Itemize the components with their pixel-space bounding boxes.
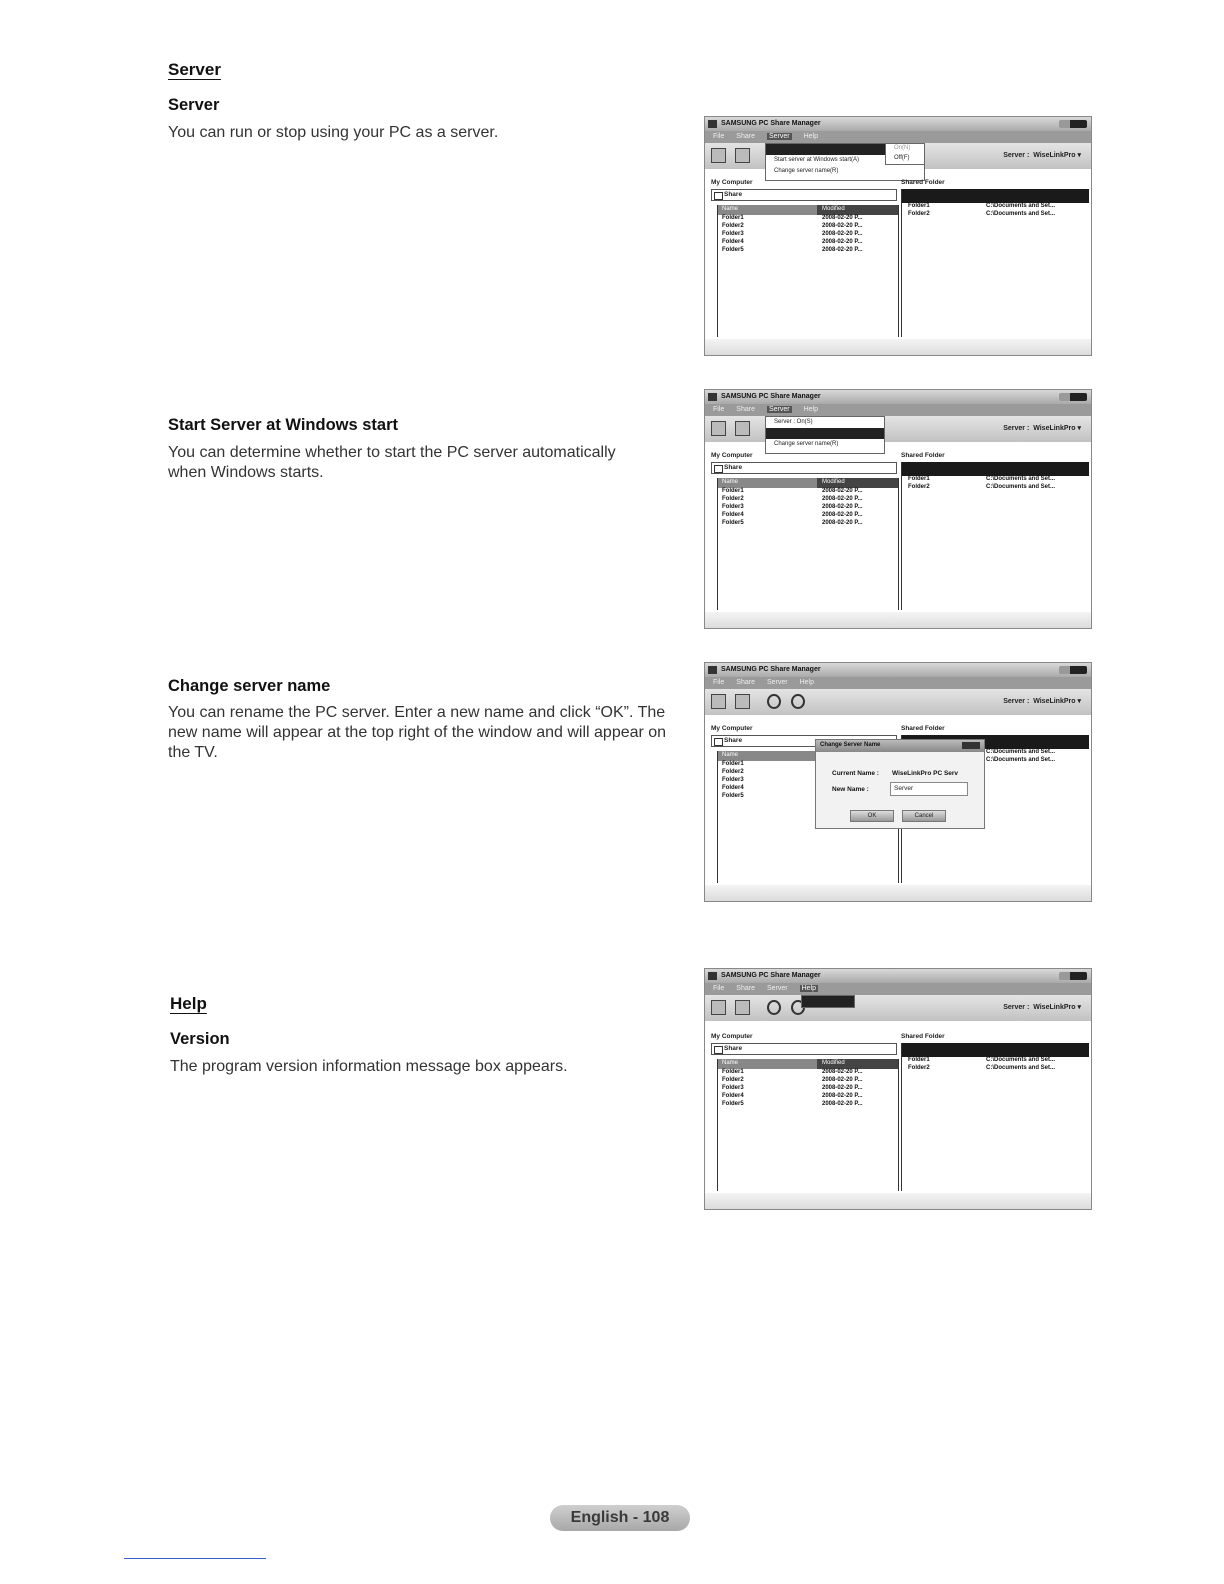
shared-item[interactable]: Folder1 C:\Documents and Set... [908, 1057, 1056, 1063]
add-share-icon[interactable] [711, 1000, 726, 1015]
app-logo-icon [708, 120, 717, 128]
menu-bar [705, 131, 1091, 143]
subheading-change-name: Change server name [168, 677, 331, 695]
server-icon[interactable] [791, 694, 805, 709]
shared-item[interactable]: Folder2 C:\Documents and Set... [908, 1065, 1056, 1071]
menu-item-off[interactable]: Off(F) [894, 155, 910, 161]
window-controls-icon[interactable] [1059, 120, 1087, 128]
menu-server[interactable]: Server [768, 133, 790, 140]
server-status: Server : WiseLinkPro ▾ [1003, 698, 1081, 705]
list-item[interactable]: Folder1 2008-02-20 P... [722, 215, 863, 221]
section-heading-help: Help [170, 994, 207, 1013]
status-bar [705, 885, 1091, 901]
shared-list-header [902, 189, 1089, 203]
status-bar [705, 339, 1091, 355]
list-item[interactable]: Folder2 2008-02-20 P... [722, 223, 863, 229]
shared-folder-label: Shared Folder [901, 725, 945, 732]
folder-list [717, 1059, 899, 1191]
menu-share[interactable]: Share [736, 406, 755, 413]
shared-item[interactable]: C:\Documents and Set... [986, 757, 1056, 763]
version-description: The program version information message box appears. [170, 1058, 568, 1075]
menu-bar [705, 677, 1091, 689]
toolbar [705, 995, 1091, 1021]
server-status: Server : WiseLinkPro ▾ [1003, 425, 1081, 432]
menu-help[interactable]: Help [803, 406, 818, 413]
folder-list [717, 205, 899, 337]
section-heading-server: Server [168, 60, 221, 79]
refresh-icon[interactable] [767, 694, 781, 709]
window-titlebar [705, 390, 1091, 404]
server-dropdown-menu [765, 416, 885, 454]
server-status: Server : WiseLinkPro ▾ [1003, 152, 1081, 159]
menu-file[interactable]: File [713, 679, 725, 686]
menu-share[interactable]: Share [736, 679, 755, 686]
menu-item-change-name[interactable]: Change server name(R) [774, 441, 839, 447]
menu-item-start-at-windows[interactable] [766, 428, 884, 439]
toolbar [705, 416, 1091, 442]
my-computer-label: My Computer [711, 725, 753, 732]
change-name-description: You can rename the PC server. Enter a new name and click “OK”. The new name will appear at the top right of the window and will appear on the TV. [168, 704, 667, 761]
close-icon[interactable] [962, 742, 980, 749]
screenshot-help-version [704, 968, 1092, 1210]
list-item[interactable]: Folder2 [722, 769, 744, 775]
window-titlebar [705, 663, 1091, 677]
remove-share-icon[interactable] [735, 148, 750, 163]
window-title: SAMSUNG PC Share Manager [721, 120, 821, 127]
shared-folder-list [901, 462, 1089, 610]
list-item[interactable]: Folder4 2008-02-20 P... [722, 512, 863, 518]
remove-share-icon[interactable] [735, 421, 750, 436]
menu-bar [705, 983, 1091, 995]
menu-item-server-onoff[interactable]: Server : On(S) [774, 419, 813, 425]
menu-file[interactable]: File [713, 406, 725, 413]
screenshot-start-server [704, 389, 1092, 629]
page-number-badge: English - 108 [550, 1505, 690, 1531]
app-logo-icon [708, 972, 717, 980]
list-header: Name Modified [718, 1059, 898, 1069]
list-item[interactable]: Folder4 2008-02-20 P... [722, 1093, 863, 1099]
menu-share[interactable]: Share [736, 133, 755, 140]
shared-folder-list [901, 189, 1089, 337]
menu-help[interactable]: Help [799, 679, 814, 686]
menu-help[interactable]: Help [801, 985, 816, 992]
list-item[interactable]: Folder1 2008-02-20 P... [722, 1069, 863, 1075]
start-server-description: You can determine whether to start the PC server automatically when Windows starts. [168, 444, 616, 481]
menu-item-on[interactable]: On(N) [894, 145, 911, 151]
current-name-label: Current Name : [832, 770, 879, 777]
screenshot-server-menu [704, 116, 1092, 356]
list-item[interactable]: Folder3 2008-02-20 P... [722, 1085, 863, 1091]
server-submenu [885, 143, 925, 165]
menu-bar [705, 404, 1091, 416]
menu-item-version[interactable] [802, 996, 854, 1007]
list-item[interactable]: Folder5 2008-02-20 P... [722, 520, 863, 526]
toolbar [705, 689, 1091, 715]
shared-item[interactable]: Folder2 C:\Documents and Set... [908, 484, 1056, 490]
subheading-start-server: Start Server at Windows start [168, 416, 399, 434]
remove-share-icon[interactable] [735, 1000, 750, 1015]
new-name-input[interactable]: Server [890, 782, 968, 796]
shared-item[interactable]: Folder2 C:\Documents and Set... [908, 211, 1056, 217]
my-computer-label: My Computer [711, 179, 753, 186]
status-bar [705, 1193, 1091, 1209]
list-header: Name [718, 751, 898, 761]
refresh-icon[interactable] [767, 1000, 781, 1015]
remove-share-icon[interactable] [735, 694, 750, 709]
window-controls-icon[interactable] [1059, 393, 1087, 401]
server-status: Server : WiseLinkPro ▾ [1003, 1004, 1081, 1011]
menu-share[interactable]: Share [736, 985, 755, 992]
status-bar [705, 612, 1091, 628]
list-item[interactable]: Folder4 [722, 785, 744, 791]
window-title: SAMSUNG PC Share Manager [721, 972, 821, 979]
window-controls-icon[interactable] [1059, 666, 1087, 674]
menu-item-start-at-windows[interactable]: Start server at Windows start(A) [774, 157, 860, 163]
menu-server[interactable]: Server [768, 406, 790, 413]
list-item[interactable]: Folder5 [722, 793, 744, 799]
menu-item-change-name[interactable]: Change server name(R) [774, 168, 839, 174]
list-header: Name Modified [718, 478, 898, 488]
subheading-server: Server [168, 96, 220, 114]
shared-folder-list [901, 1043, 1089, 1191]
current-name-value: WiseLinkPro PC Serv [892, 770, 959, 777]
app-logo-icon [708, 393, 717, 401]
list-item[interactable]: Folder1 [722, 761, 744, 767]
list-item[interactable]: Folder5 2008-02-20 P... [722, 1101, 863, 1107]
menu-file[interactable]: File [713, 985, 725, 992]
folder-list [717, 478, 899, 610]
shared-list-header [902, 1043, 1089, 1057]
shared-folder-label: Shared Folder [901, 179, 945, 186]
share-path-field[interactable]: Share [711, 189, 897, 201]
add-share-icon[interactable] [711, 421, 726, 436]
new-name-label: New Name : [832, 786, 869, 793]
menu-server[interactable]: Server [766, 679, 788, 686]
app-logo-icon [708, 666, 717, 674]
menu-server[interactable]: Server [766, 985, 788, 992]
shared-folder-label: Shared Folder [901, 1033, 945, 1040]
menu-file[interactable]: File [713, 133, 725, 140]
menu-help[interactable]: Help [803, 133, 818, 140]
list-item[interactable]: Folder3 2008-02-20 P... [722, 231, 863, 237]
window-title: SAMSUNG PC Share Manager [721, 393, 821, 400]
help-dropdown-menu [801, 995, 855, 1008]
share-path-field[interactable]: Share [711, 462, 897, 474]
shared-folder-label: Shared Folder [901, 452, 945, 459]
window-title: SAMSUNG PC Share Manager [721, 666, 821, 673]
add-share-icon[interactable] [711, 148, 726, 163]
window-titlebar [705, 969, 1091, 983]
list-header: Name Modified [718, 205, 898, 215]
screenshot-change-name [704, 662, 1092, 902]
list-item[interactable]: Folder4 2008-02-20 P... [722, 239, 863, 245]
shared-item[interactable]: C:\Documents and Set... [986, 749, 1056, 755]
list-item[interactable]: Folder3 [722, 777, 744, 783]
window-titlebar [705, 117, 1091, 131]
my-computer-label: My Computer [711, 1033, 753, 1040]
subheading-version: Version [170, 1030, 230, 1048]
list-item[interactable]: Folder3 2008-02-20 P... [722, 504, 863, 510]
window-controls-icon[interactable] [1059, 972, 1087, 980]
dialog-title: Change Server Name [816, 740, 984, 752]
my-computer-label: My Computer [711, 452, 753, 459]
change-name-dialog [815, 739, 985, 829]
shared-item[interactable]: Folder1 C:\Documents and Set... [908, 476, 1056, 482]
cancel-button[interactable]: Cancel [902, 810, 946, 822]
shared-item[interactable]: Folder1 C:\Documents and Set... [908, 203, 1056, 209]
list-item[interactable]: Folder2 2008-02-20 P... [722, 496, 863, 502]
list-item[interactable]: Folder1 2008-02-20 P... [722, 488, 863, 494]
ok-button[interactable]: OK [850, 810, 894, 822]
share-path-field[interactable]: Share [711, 735, 897, 747]
add-share-icon[interactable] [711, 694, 726, 709]
footer-divider [124, 1558, 266, 1559]
shared-list-header [902, 462, 1089, 476]
share-path-field[interactable]: Share [711, 1043, 897, 1055]
list-item[interactable]: Folder2 2008-02-20 P... [722, 1077, 863, 1083]
server-description: You can run or stop using your PC as a server. [168, 124, 499, 141]
list-item[interactable]: Folder5 2008-02-20 P... [722, 247, 863, 253]
